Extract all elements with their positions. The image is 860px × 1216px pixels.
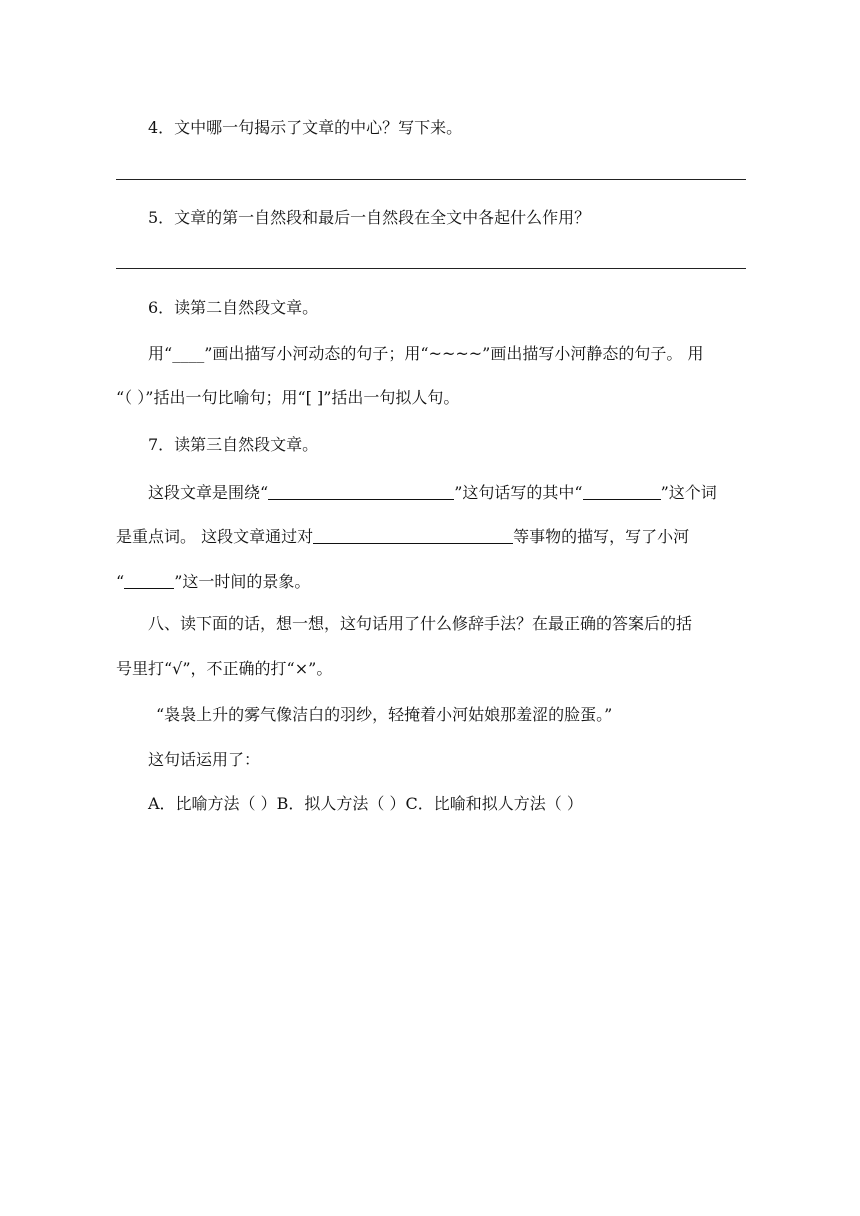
- q7-line3-prefix: “: [116, 572, 125, 591]
- question-6-title: 6．读第二自然段文章。: [148, 298, 319, 317]
- part-8-instruction-1: 八、读下面的话，想一想，这句话用了什么修辞手法？在最正确的答案后的括: [148, 614, 693, 633]
- question-7-line-2: [116, 523, 746, 545]
- part-8-quote: “袅袅上升的雾气像洁白的羽纱，轻掩着小河姑娘那羞涩的脸蛋。”: [156, 705, 613, 724]
- q7-line1-suffix: ”这个词: [660, 483, 717, 502]
- question-7-line-1: [148, 479, 746, 501]
- q7-line2-prefix: 是重点词。 这段文章通过对: [116, 527, 314, 546]
- part-8-options[interactable]: A．比喻方法（ ）B．拟人方法（ ）C．比喻和拟人方法（ ）: [148, 794, 583, 813]
- q7-sentence-blank[interactable]: [268, 481, 454, 500]
- q7-line2-suffix: 等事物的描写，写了小河: [513, 527, 690, 546]
- question-6-instruction-2: “（ ）”括出一句比喻句；用“[ ]”括出一句拟人句。: [116, 388, 460, 407]
- q7-line1-middle: ”这句话写的其中“: [454, 483, 583, 502]
- question-7-title: 7．读第三自然段文章。: [148, 435, 319, 454]
- answer-line-4[interactable]: [116, 179, 746, 180]
- part-8-instruction-2: 号里打“√”，不正确的打“×”。: [116, 659, 333, 678]
- q7-time-blank[interactable]: [124, 570, 174, 589]
- question-4: 4．文中哪一句揭示了文章的中心？写下来。: [148, 118, 463, 137]
- q6-line1-blank: ____: [172, 344, 205, 363]
- q7-things-blank[interactable]: [313, 525, 513, 544]
- question-6-instruction-1: [148, 343, 746, 365]
- part-8-prompt: 这句话运用了：: [148, 750, 261, 769]
- question-5: 5．文章的第一自然段和最后一自然段在全文中各起什么作用？: [148, 208, 591, 227]
- question-7-line-3: [116, 568, 746, 590]
- answer-line-5[interactable]: [116, 268, 746, 269]
- q7-line3-suffix: ”这一时间的景象。: [174, 572, 311, 591]
- q7-keyword-blank[interactable]: [583, 481, 661, 500]
- q7-line1-prefix: 这段文章是围绕“: [148, 483, 269, 502]
- q6-line1-suffix: ”画出描写小河动态的句子；用“~~~~”画出描写小河静态的句子。 用: [204, 344, 704, 363]
- q6-line1-prefix: 用“: [148, 344, 173, 363]
